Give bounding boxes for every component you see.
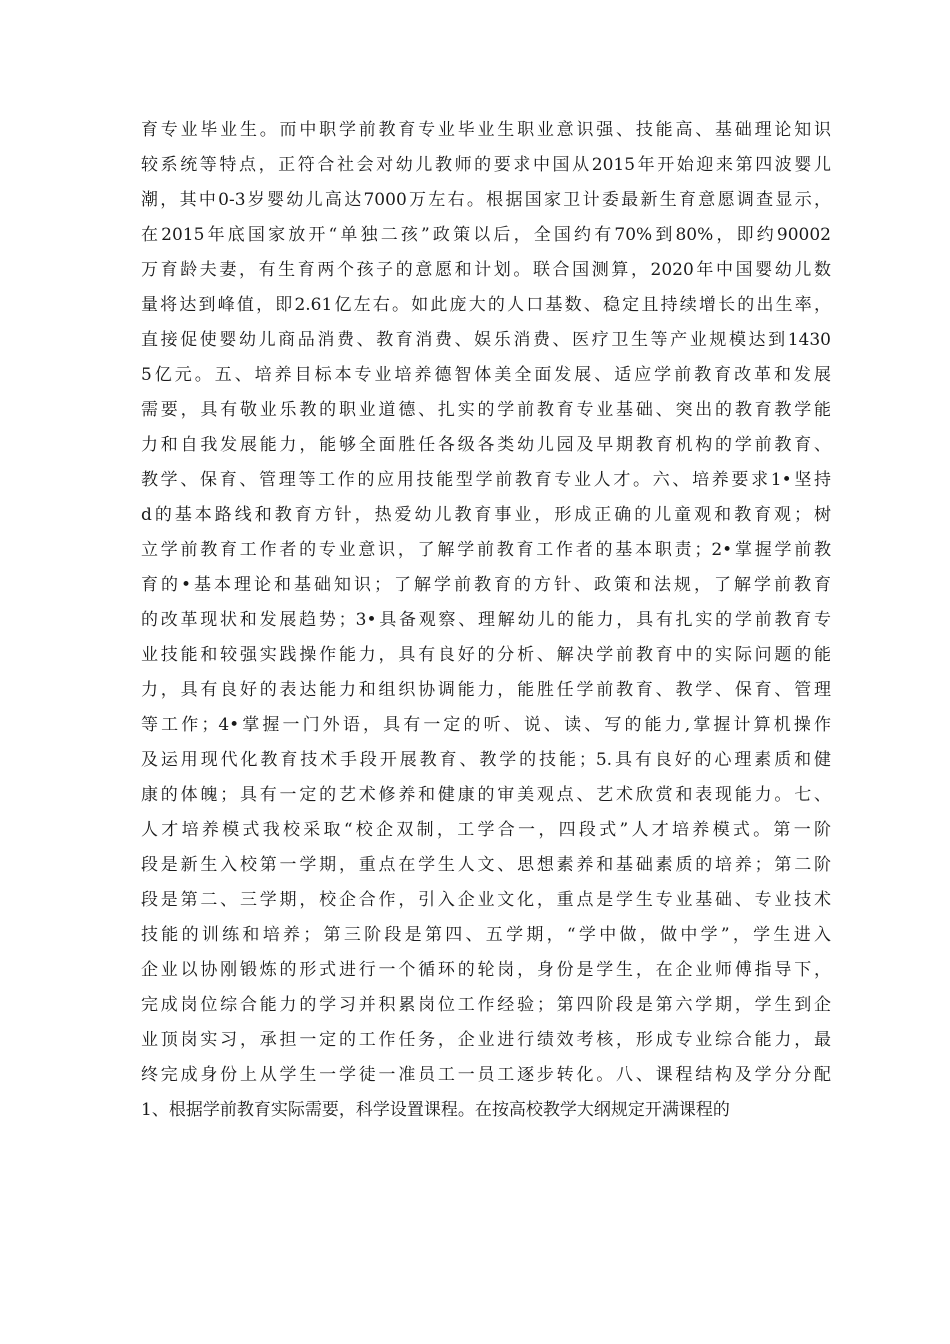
text-line-24: 技能的训练和培养；第三阶段是第四、五学期，“学中做，做中学”，学生进入: [141, 925, 831, 945]
text-line-13: 立学前教育工作者的专业意识，了解学前教育工作者的基本职责；2•掌握学前教: [141, 540, 831, 560]
text-line-1: 育专业毕业生。而中职学前教育专业毕业生职业意识强、技能高、基础理论知识: [141, 120, 831, 140]
text-line-17: 力，具有良好的表达能力和组织协调能力，能胜任学前教育、教学、保育、管理: [141, 680, 831, 700]
body-text: [141, 113, 831, 1128]
text-line-29: 1、根据学前教育实际需要，科学设置课程。在按高校教学大纲规定开满课程的: [141, 1100, 730, 1120]
text-line-10: 力和自我发展能力，能够全面胜任各级各类幼儿园及早期教育机构的学前教育、: [141, 435, 831, 455]
text-line-21: 人才培养模式我校采取“校企双制，工学合一，四段式”人才培养模式。第一阶: [141, 820, 831, 840]
text-line-3: 潮，其中0-3岁婴幼儿高达7000万左右。根据国家卫计委最新生育意愿调查显示，: [141, 190, 831, 210]
text-line-15: 的改革现状和发展趋势；3•具备观察、理解幼儿的能力，具有扎实的学前教育专: [141, 610, 831, 630]
text-line-18: 等工作；4•掌握一门外语，具有一定的听、说、读、写的能力,掌握计算机操作: [141, 715, 831, 735]
text-line-28: 终完成身份上从学生一学徒一准员工一员工逐步转化。八、课程结构及学分分配: [141, 1065, 831, 1085]
text-line-20: 康的体魄；具有一定的艺术修养和健康的审美观点、艺术欣赏和表现能力。七、: [141, 785, 831, 805]
text-line-22: 段是新生入校第一学期，重点在学生人文、思想素养和基础素质的培养；第二阶: [141, 855, 831, 875]
text-line-5: 万育龄夫妻，有生育两个孩子的意愿和计划。联合国测算，2020年中国婴幼儿数: [141, 260, 831, 280]
text-line-2: 较系统等特点，正符合社会对幼儿教师的要求中国从2015年开始迎来第四波婴儿: [141, 155, 831, 175]
text-line-26: 完成岗位综合能力的学习并积累岗位工作经验；第四阶段是第六学期，学生到企: [141, 995, 831, 1015]
text-line-9: 需要，具有敬业乐教的职业道德、扎实的学前教育专业基础、突出的教育教学能: [141, 400, 831, 420]
text-line-27: 业顶岗实习，承担一定的工作任务，企业进行绩效考核，形成专业综合能力，最: [141, 1030, 831, 1050]
text-line-7: 直接促使婴幼儿商品消费、教育消费、娱乐消费、医疗卫生等产业规模达到1430: [141, 330, 831, 350]
text-line-12: d的基本路线和教育方针，热爱幼儿教育事业，形成正确的儿童观和教育观；树: [141, 505, 831, 525]
text-line-8: 5亿元。五、培养目标本专业培养德智体美全面发展、适应学前教育改革和发展: [141, 365, 831, 385]
text-line-6: 量将达到峰值，即2.61亿左右。如此庞大的人口基数、稳定且持续增长的出生率，: [141, 295, 831, 315]
text-line-14: 育的•基本理论和基础知识；了解学前教育的方针、政策和法规，了解学前教育: [141, 575, 831, 595]
text-line-23: 段是第二、三学期，校企合作，引入企业文化，重点是学生专业基础、专业技术: [141, 890, 831, 910]
text-line-19: 及运用现代化教育技术手段开展教育、教学的技能；5.具有良好的心理素质和健: [141, 750, 831, 770]
text-line-25: 企业以协刚锻炼的形式进行一个循环的轮岗，身份是学生，在企业师傅指导下，: [141, 960, 831, 980]
text-line-4: 在2015年底国家放开“单独二孩”政策以后，全国约有70%到80%，即约90002: [141, 225, 831, 245]
text-line-16: 业技能和较强实践操作能力，具有良好的分析、解决学前教育中的实际问题的能: [141, 645, 831, 665]
text-line-11: 教学、保育、管理等工作的应用技能型学前教育专业人才。六、培养要求1•坚持: [141, 470, 831, 490]
